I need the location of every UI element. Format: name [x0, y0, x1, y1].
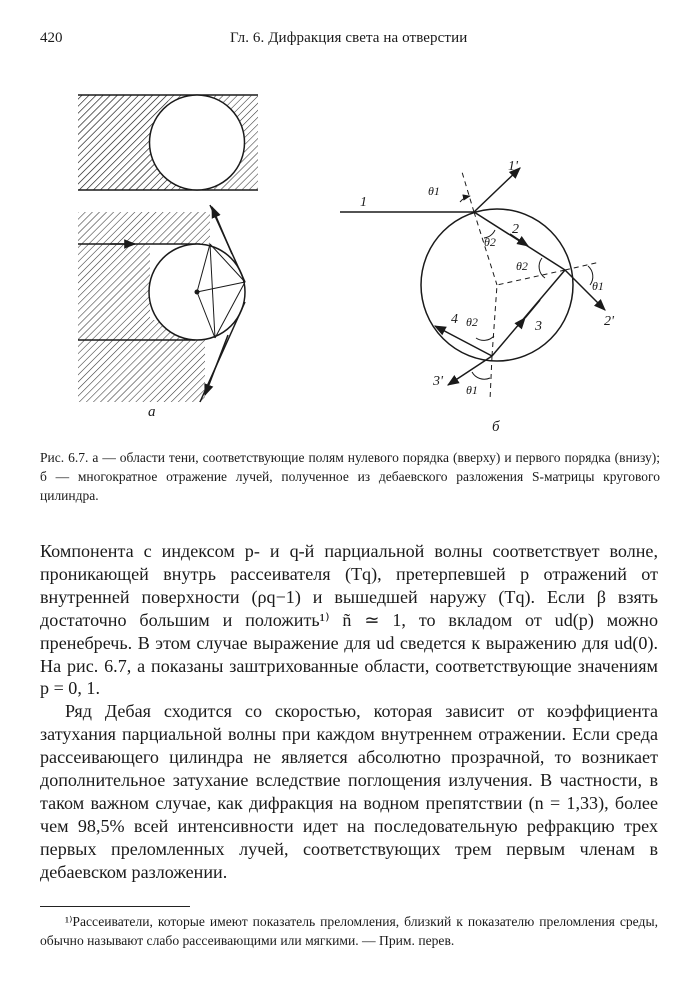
paragraph-1: Компонента с индексом p- и q-й парциальной волны соответствует волне, проникающей внутрь рассеивателя (Tq), претерпевшей p отражений от внутренней поверхности (ρq−1) и вышедшей наружу (Tq). Если β взять достаточно большим и положить¹⁾ ñ ≃ 1, то вкладом от ud(p) можно пренебречь. В этом случае выражение для ud сведется к выражению для ud(0). На рис. 6.7, а показаны заштрихованные области, соответствующие значениям p = 0, 1.: [40, 541, 658, 699]
figure-a-bottom: [78, 205, 245, 402]
angle-label: θ1: [466, 383, 478, 397]
ray-label: 4: [451, 312, 458, 327]
main-text: [40, 540, 658, 884]
ray-label: 3': [433, 374, 443, 389]
figure-label-b: б: [492, 419, 500, 435]
figure-b: [340, 159, 615, 400]
figure-a-top: [78, 95, 258, 190]
footnote: ¹⁾Рассеиватели, которые имеют показатель преломления, близкий к показателю преломления среды, обычно называют слабо рассеивающими или мягкими. — Прим. перев.: [40, 914, 658, 948]
angle-label: θ2: [484, 235, 496, 249]
figure-label-a: а: [148, 404, 156, 420]
running-title: Гл. 6. Дифракция света на отверстии: [230, 30, 468, 46]
ray-label: 3: [535, 319, 542, 334]
ray-label: 1': [508, 159, 518, 174]
figure-caption: Рис. 6.7. а — области тени, соответствующие полям нулевого порядка (вверху) и первого порядка (внизу); б — многократное отражение лучей, полученное из дебаевского разложения S-матрицы кругового цилиндра.: [40, 450, 660, 503]
angle-label: θ2: [466, 315, 478, 329]
ray-label: 2': [604, 314, 614, 329]
paragraph-2: Ряд Дебая сходится со скоростью, которая зависит от коэффициента затухания парциальной волны при каждом внутреннем отражении. Если среда рассеивающего цилиндра не является абсолютно прозрачной, то возникает дополнительное затухание вследствие поглощения излучения. В частности, в таком важном случае, как дифракция на водном препятствии (n = 1,33), более чем 98,5% всей интенсивности идет на последовательную рефракцию трех первых преломленных лучей, соответствующих трем первым членам в дебаевском разложении.: [40, 701, 658, 882]
angle-label: θ1: [592, 279, 604, 293]
page-number: 420: [40, 30, 63, 46]
footnote-rule: [40, 906, 190, 907]
ray-label: 1: [360, 195, 367, 210]
ray-label: 2: [512, 222, 519, 237]
angle-label: θ1: [428, 184, 440, 198]
figure-6-7: [0, 0, 696, 440]
angle-label: θ2: [516, 259, 528, 273]
